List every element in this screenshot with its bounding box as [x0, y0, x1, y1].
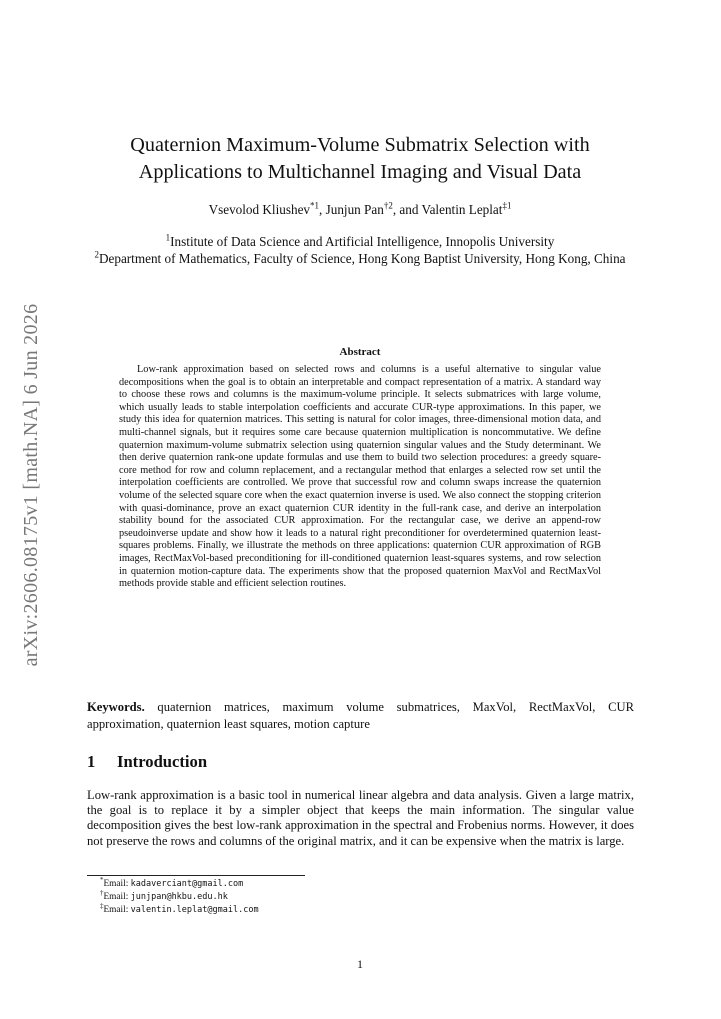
- footnote-label: Email:: [103, 892, 131, 902]
- affiliations: [80, 233, 640, 267]
- keywords: [87, 699, 634, 733]
- footnote-label: Email:: [103, 879, 131, 889]
- email-link[interactable]: junjpan@hkbu.edu.hk: [130, 892, 228, 902]
- affiliation-mark: 2: [94, 249, 99, 260]
- email-link[interactable]: kadaverciant@gmail.com: [130, 879, 244, 889]
- author-name: Valentin Leplat: [421, 202, 503, 217]
- arxiv-identifier: arXiv:2606.08175v1 [math.NA] 6 Jun 2026: [20, 303, 42, 667]
- abstract-text: Low-rank approximation based on selected rows and columns is a useful alternative to singular value decompositions when the goal is to obtain an interpretable and compact representation of a matrix. A standard way to choose these rows and columns is the maximum-volume principle. It selects submatrices with large volume, which usually leads to stable interpolation coefficients and accurate CUR-type approximations. In this paper, we study this idea for quaternion matrices. This setting is natural for color images, three-dimensional motion data, and multi-channel signals, but it requires some care because quaternion multiplication is noncommutative. We define quaternion maximum-volume submatrix selection using quaternion singular values and the Study determinant. We then derive quaternion rank-one update formulas and use them to build two selection procedures: a greedy square-core method for row and column replacement, and a rectangular method that enlarges a selected row set until the interpolation coefficients are controlled. We prove that successful row and column swaps increase the quaternion volume of the selected square core when the exact quaternion inverse is used. We also connect the stopping criterion with quasi-dominance, prove an exact quaternion CUR identity in the full-rank case, and derive an interpolation stability bound for the associated CUR approximation. For the rectangular case, we derive an append-row pseudoinverse update and show how it leads to a natural right preconditioner for overdetermined quaternion least-squares problems. Finally, we illustrate the methods on three applications: quaternion CUR approximation of RGB images, RectMaxVol-based preconditioning for ill-conditioned quaternion least-squares systems, and row selection in quaternion motion-capture data. The experiments show that the proposed quaternion MaxVol and RectMaxVol methods provide stable and efficient selection routines.: [119, 364, 601, 590]
- introduction-paragraph: Low-rank approximation is a basic tool in numerical linear algebra and data analysis. Given a large matrix, the goal is to replace it by a simpler object that keeps the main information. The singular value decomposition gives the best low-rank approximation in the spectral and Frobenius norms. However, it does not preserve the rows and columns of the original matrix, and it can be expensive when the matrix is large.: [87, 788, 634, 848]
- keywords-list: quaternion matrices, maximum volume submatrices, MaxVol, RectMaxVol, CUR approximation, quaternion least squares, motion capture: [87, 700, 634, 731]
- author-mark: *1: [310, 200, 319, 211]
- footnote-rule: [87, 875, 305, 876]
- footnotes: [100, 875, 259, 917]
- footnote: [100, 888, 259, 904]
- section-heading: [87, 752, 207, 772]
- author-name: Vsevolod Kliushev: [208, 202, 311, 217]
- footnote-mark: *: [100, 875, 104, 884]
- affiliation-text: Institute of Data Science and Artificial Intelligence, Innopolis University: [170, 234, 555, 249]
- footnote: [100, 901, 259, 917]
- footnote-label: Email:: [103, 905, 131, 915]
- title-line-2: Applications to Multichannel Imaging and Visual Data: [138, 161, 582, 183]
- affiliation-mark: 1: [165, 232, 171, 243]
- keywords-label: Keywords.: [87, 700, 145, 714]
- author-mark: †2: [383, 200, 393, 211]
- abstract-heading: Abstract: [339, 346, 381, 358]
- footnote: [100, 875, 259, 891]
- page-number: 1: [357, 957, 363, 971]
- footnote-mark: ‡: [100, 901, 104, 910]
- section-title: Introduction: [117, 752, 208, 771]
- affiliation-1: [80, 233, 640, 250]
- affiliation-2: [80, 250, 640, 267]
- affiliation-text: Department of Mathematics, Faculty of Science, Hong Kong Baptist University, Hong Kong, China: [98, 251, 626, 266]
- paper-title: [60, 132, 660, 186]
- section-number: 1: [87, 752, 96, 771]
- footnote-mark: †: [100, 888, 104, 897]
- author-name: Junjun Pan: [325, 202, 384, 217]
- author-mark: ‡1: [502, 200, 512, 211]
- author-separator: ,: [319, 202, 326, 217]
- author-separator: , and: [392, 202, 422, 217]
- author-list: [60, 202, 660, 218]
- email-link[interactable]: valentin.leplat@gmail.com: [130, 905, 259, 915]
- title-line-1: Quaternion Maximum-Volume Submatrix Selection with: [130, 134, 590, 156]
